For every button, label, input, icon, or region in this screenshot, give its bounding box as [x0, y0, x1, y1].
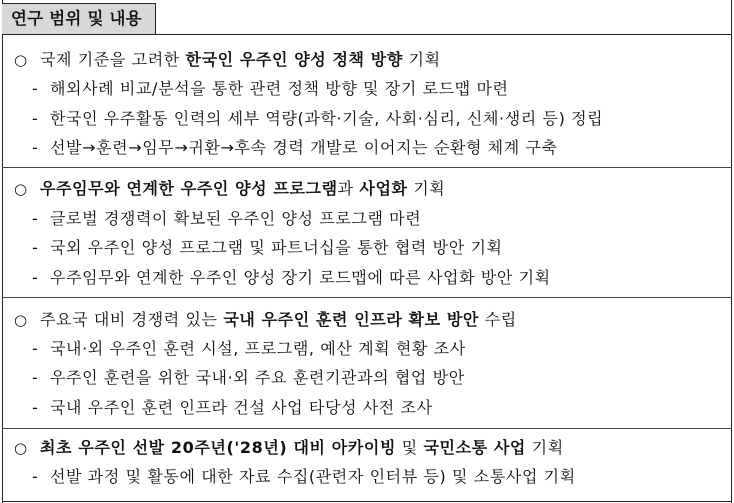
list-item: - 국외 우주인 양성 프로그램 및 파트너십을 통한 협력 방안 기획 — [32, 238, 503, 257]
list-item: - 국내·외 우주인 훈련 시설, 프로그램, 예산 계획 현황 조사 — [32, 339, 466, 358]
section-heading: ○ 주요국 대비 경쟁력 있는 국내 우주인 훈련 인프라 확보 방안 수립 — [14, 308, 517, 332]
list-item: - 해외사례 비교/분석을 통한 관련 정책 방향 및 장기 로드맵 마련 — [32, 79, 509, 98]
list-item: - 국내 우주인 훈련 인프라 건설 사업 타당성 사전 조사 — [32, 398, 433, 417]
circle-bullet-icon: ○ — [14, 180, 28, 198]
section-title: 연구 범위 및 내용 — [2, 3, 156, 35]
header-divider — [156, 34, 732, 35]
circle-bullet-icon: ○ — [14, 439, 28, 457]
section-heading: ○ 국제 기준을 고려한 한국인 우주인 양성 정책 방향 기획 — [14, 48, 441, 72]
section-heading: ○ 우주임무와 연계한 우주인 양성 프로그램과 사업화 기획 — [14, 177, 445, 201]
list-item: - 선발 과정 및 활동에 대한 자료 수집(관련자 인터뷰 등) 및 소통사업 기획 — [32, 467, 576, 486]
list-item: - 우주임무와 연계한 우주인 양성 장기 로드맵에 따른 사업화 방안 기획 — [32, 268, 551, 287]
list-item: - 글로벌 경쟁력이 확보된 우주인 양성 프로그램 마련 — [32, 209, 422, 228]
circle-bullet-icon: ○ — [14, 311, 28, 329]
section-heading: ○ 최초 우주인 선발 20주년('28년) 대비 아카이빙 및 국민소통 사업 기획 — [14, 436, 564, 460]
list-item: - 우주인 훈련을 위한 국내·외 주요 훈련기관과의 협업 방안 — [32, 368, 465, 387]
circle-bullet-icon: ○ — [14, 51, 28, 69]
section-divider — [2, 297, 732, 298]
section-divider — [2, 167, 732, 168]
list-item: - 선발→훈련→임무→귀환→후속 경력 개발로 이어지는 순환형 체계 구축 — [32, 138, 558, 157]
list-item: - 한국인 우주활동 인력의 세부 역량(과학·기술, 사회·심리, 신체·생리 등) 정립 — [32, 109, 604, 128]
section-divider — [2, 428, 732, 429]
bottom-border — [2, 501, 732, 502]
